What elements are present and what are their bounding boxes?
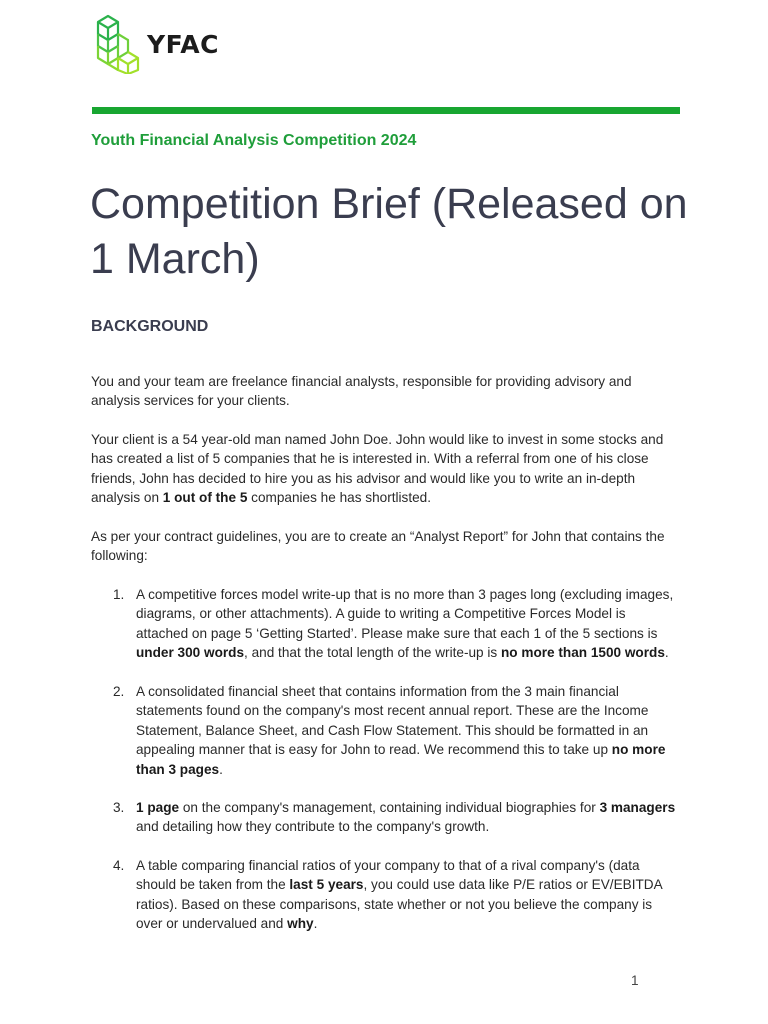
list-item-number: 3. [113, 800, 125, 815]
list-item-number: 1. [113, 587, 125, 602]
list-item-text: A competitive forces model write-up that is no more than 3 pages long (excluding images, diagrams, or other attachments). A guide to writing a Competitive Forces Model is attached on page 5 ‘Getting Started’. Please make sure that each 1 of the 5 sections is under 300 words, and that the total length of the write-up is no more than 1500 words. [136, 587, 674, 661]
list-item-text: 1 page on the company's management, containing individual biographies for 3 managers and detailing how they contribute to the company's growth. [136, 800, 676, 835]
list-item-text: A consolidated financial sheet that contains information from the 3 main financial statements found on the company's most recent annual report. These are the Income Statement, Balance Sheet, and Cash Flow Statement. This should be formatted in an appealing manner that is easy for John to read. We recommend this to take up no more than 3 pages. [136, 684, 666, 777]
background-paragraph-3: As per your contract guidelines, you are to create an “Analyst Report” for John that contains the following: [91, 529, 665, 564]
header-divider [92, 107, 680, 114]
page-title: Competition Brief (Released on 1 March) [90, 180, 688, 283]
background-paragraph-2: Your client is a 54 year-old man named John Doe. John would like to invest in some stocks and has created a list of 5 companies that he is interested in. With a referral from one of his close friends, John has decided to hire you as his advisor and would like you to write an in-depth analysis on 1 out of the 5 companies he has shortlisted. [91, 432, 664, 506]
background-paragraph-1: You and your team are freelance financial analysts, responsible for providing advisory and analysis services for your clients. [91, 374, 632, 409]
page-number: 1 [631, 973, 639, 988]
bold-emphasis: 1 out of the 5 [162, 490, 248, 506]
yfac-logo [94, 14, 219, 74]
list-item-text: A table comparing financial ratios of your company to that of a rival company's (data should be taken from the last 5 years, you could use data like P/E ratios or EV/EBITDA ratios). Based on these comparisons, state whether or not you believe the company is over or undervalued and why. [136, 858, 662, 932]
section-heading-background: BACKGROUND [91, 318, 209, 335]
list-item-number: 4. [113, 858, 125, 873]
list-item-number: 2. [113, 684, 125, 699]
logo-wordmark: YFAC [147, 29, 220, 59]
cube-stack-icon [94, 14, 140, 74]
competition-subtitle: Youth Financial Analysis Competition 2024 [91, 132, 417, 149]
